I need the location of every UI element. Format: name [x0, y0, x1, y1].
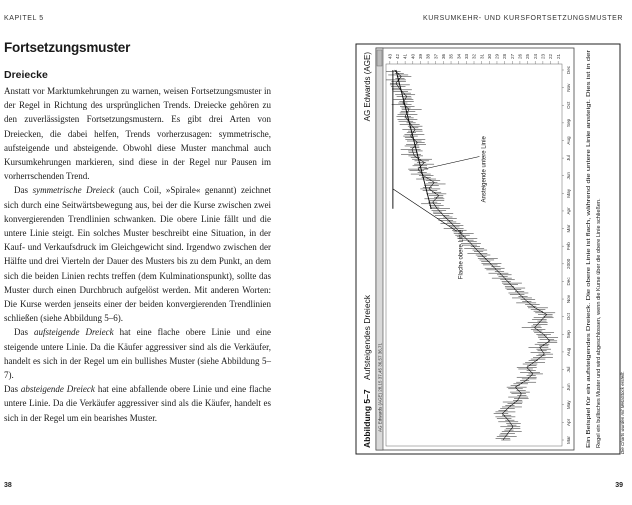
y-tick-label: 33	[463, 53, 469, 59]
annotation-upper: Flache obere Linie	[458, 229, 465, 280]
figure-title: Aufsteigendes Dreieck	[362, 294, 372, 380]
y-tick-label: 35	[448, 53, 454, 59]
y-tick-label: 23	[540, 53, 546, 59]
running-head-left: KAPITEL 5	[4, 15, 44, 22]
p3-pre: Das	[14, 327, 34, 338]
p3-post: hat eine flache obere Linie und eine steigende untere Linie. Da die Käufer aggressiver sind als die Verkäufer, handelt es sich in der Regel um ein bullishes Muster (siehe Abbildung 5–7).	[4, 327, 272, 381]
y-tick-label: 32	[471, 53, 477, 59]
paragraph-1: Anstatt vor Marktumkehrungen zu warnen, weisen Fortsetzungsmuster in der Regel in Richtung des ursprünglichen Trends. Dreiecke gehören zu den zuverlässigsten Fortsetzungsmustern. Es gibt drei Arten von Dreiecken, die dabei helfen, Trends vorherzusagen: symmetrische, aufsteigende und absteigende. Obwohl diese Muster manchmal auch Kursumkehrungen markieren, sind diese in der Regel nur Pausen im vorherrschenden Trend.	[4, 86, 271, 182]
y-tick-label: 29	[494, 53, 500, 59]
y-tick-label: 41	[402, 53, 408, 59]
x-tick-label: Feb	[566, 242, 571, 251]
x-tick-label: Oct	[566, 101, 571, 109]
y-tick-label: 39	[418, 53, 424, 59]
x-tick-label: Nov	[566, 83, 571, 92]
y-tick-label: 21	[555, 53, 561, 59]
y-tick-label: 28	[502, 53, 508, 59]
annotation-lower: Ansteigende untere Linie	[481, 136, 488, 203]
x-tick-label: Mar	[566, 224, 571, 233]
y-tick-label: 26	[517, 53, 523, 59]
x-tick-label: Jul	[566, 155, 571, 162]
x-tick-label: Dec	[566, 65, 571, 75]
x-tick-label: Jun	[566, 172, 571, 180]
y-tick-label: 40	[410, 53, 416, 59]
figure-caption-line-2: Regel ein bullisches Muster und wird abgeschlossen, wenn die Kurse über die obere Linie schließen.	[596, 198, 602, 448]
p4-em: absteigende Dreieck	[20, 384, 95, 395]
subsection-title: Dreiecke	[4, 69, 48, 81]
p2-pre: Das	[14, 185, 33, 196]
y-tick-label: 24	[532, 53, 538, 59]
y-tick-label: 27	[509, 53, 515, 59]
x-tick-label: 2000	[566, 258, 571, 269]
y-tick-label: 36	[440, 53, 446, 59]
x-tick-label: Dec	[566, 277, 571, 286]
y-tick-label: 43	[387, 53, 393, 59]
chart-legend-text: AG Edwards (AGE) 28,15 37,45 36,57 36,71	[377, 342, 383, 432]
x-tick-label: May	[566, 188, 571, 198]
y-tick-label: 25	[525, 53, 531, 59]
x-tick-label: Jun	[566, 383, 571, 391]
x-tick-label: Sep	[566, 330, 571, 339]
y-tick-label: 42	[395, 53, 401, 59]
x-tick-label: May	[566, 400, 571, 410]
y-tick-label: 22	[548, 53, 554, 59]
p4-post: hat eine abfallende obere Linie und eine flache untere Linie. Da die Verkäufer aggressiver sind als die Käufer, handelt es sich in der Regel um ein bearishes Muster.	[4, 384, 271, 423]
y-tick-label: 31	[479, 53, 485, 59]
running-head-right: KURSUMKEHR- UND KURSFORTSETZUNGSMUSTER	[422, 15, 623, 22]
x-tick-label: Aug	[566, 347, 571, 356]
page-number-right: 39	[615, 482, 623, 489]
x-tick-label: Apr	[566, 207, 571, 215]
page-number-left: 38	[4, 482, 12, 489]
y-tick-label: 34	[456, 53, 462, 59]
p2-post: (auch Coil, »Spirale« genannt) zeichnet sich durch eine Seitwärtsbewegung aus, bei der die Kurse zwischen zwei konvergierenden Trendlinien schwanken. Die obere Linie fällt und die untere Linie steigt. Ein solches Muster beschreibt eine Situation, in der Kauf- und Verkaufsdruck im Gleichgewicht sind. Irgendwo zwischen der Hälfte und drei Vierteln der Dauer des Musters bis zu dem Punkt, an dem sich die beiden Linien rechts treffen (dem Kulminationspunkt), sollte das Muster durch einen Durchbruch aufgelöst werden. Mit anderen Worten: Die Kurse werden jenseits einer der beiden konvergierenden Trendlinien schließen (siehe Abbildung 5–6).	[4, 185, 271, 324]
figure-credit: Die Charts wurden mit MetaStock erstellt.	[620, 371, 625, 454]
y-tick-label: 38	[425, 53, 431, 59]
x-tick-label: Jul	[566, 366, 571, 373]
p2-em: symmetrische Dreieck	[32, 185, 115, 196]
x-tick-label: Nov	[566, 294, 571, 304]
p3-em: aufsteigende Dreieck	[34, 327, 114, 338]
x-tick-label: Sep	[566, 118, 571, 127]
x-tick-label: Oct	[566, 313, 571, 321]
x-tick-label: Mar	[566, 436, 571, 444]
figure-caption-line-1: Ein Beispiel für ein aufsteigendes Dreieck. Die obere Linie ist flach, während die untere Linie ansteigt. Dies ist in der	[586, 161, 592, 448]
p4-pre: Das	[4, 384, 21, 395]
section-title: Fortsetzungsmuster	[4, 40, 131, 55]
chart-window-controls	[377, 50, 382, 66]
figure-label: Abbildung 5–7	[362, 389, 372, 448]
x-tick-label: Apr	[566, 418, 571, 426]
y-tick-label: 37	[433, 53, 439, 59]
figure-ticker: AG Edwards (AGE)	[363, 52, 372, 122]
y-tick-label: 30	[486, 53, 492, 59]
x-tick-label: Aug	[566, 136, 571, 145]
